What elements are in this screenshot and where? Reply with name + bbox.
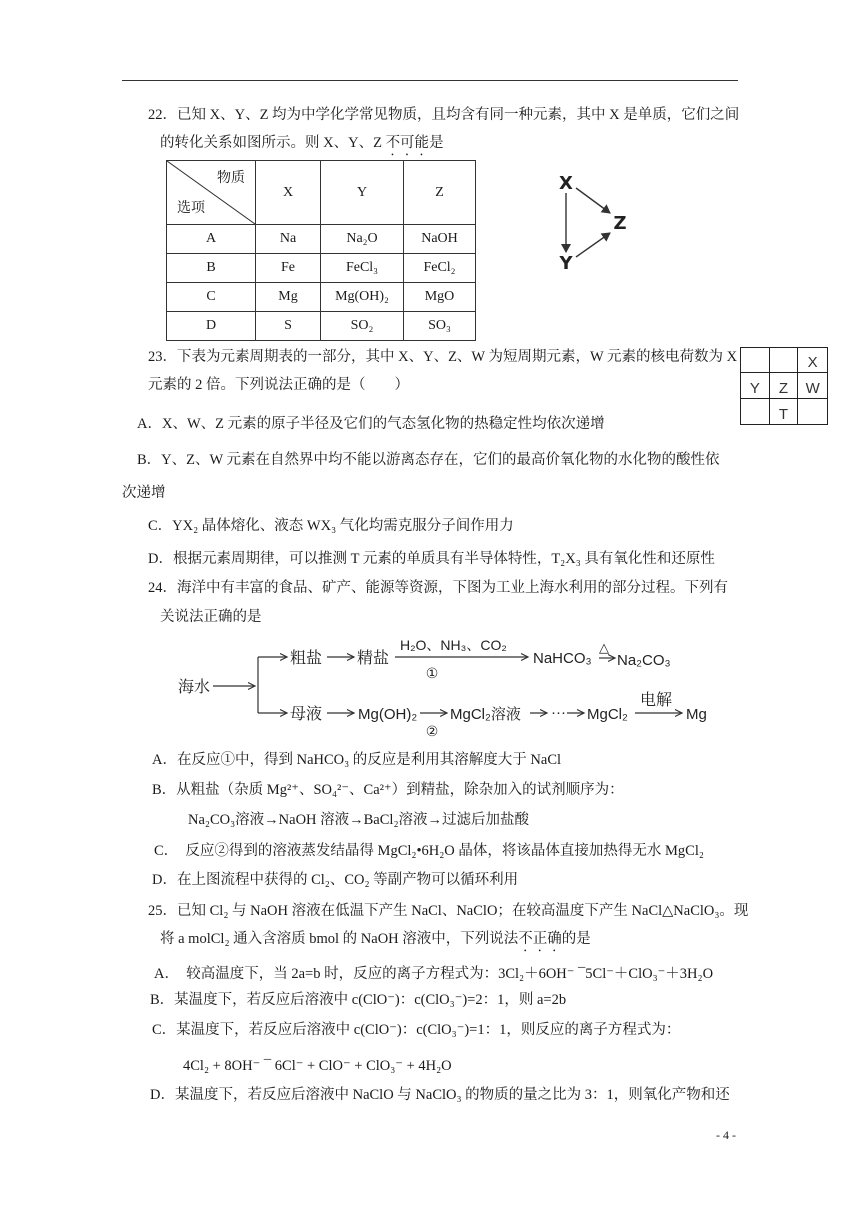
flow-ellipsis: ··· (551, 704, 566, 721)
grid-cell-empty (741, 348, 770, 373)
column-header-y: Y (321, 161, 404, 225)
grid-cell-z: Z (770, 373, 799, 398)
flow-step-1-label: ① (425, 665, 439, 681)
q25-emphasis-text: 不正确 (518, 931, 562, 947)
diagram-node-z: Z (613, 213, 627, 234)
table-corner-cell (167, 161, 256, 225)
q25-option-c-line2: 4Cl₂ + 8OH⁻ ¯ 6Cl⁻ + ClO⁻ + ClO₃⁻ + 4H₂O (183, 1058, 452, 1074)
q22-emphasis-text: 不可能 (385, 135, 430, 151)
flow-mg: Mg (686, 706, 707, 723)
y-cell: FeCl₃ (321, 254, 404, 283)
page-number: - 4 - (716, 1128, 736, 1142)
q23-stem-line1: 23．下表为元素周期表的一部分，其中 X、Y、Z、W 为短周期元素，W 元素的核电荷数为 X (148, 349, 738, 365)
table-row (167, 254, 476, 283)
corner-label-substance: 物质 (217, 171, 245, 186)
x-cell: Mg (256, 283, 321, 312)
q22-transformation-diagram (540, 165, 650, 275)
q22-options-table (166, 160, 476, 341)
grid-cell-y: Y (741, 373, 770, 398)
z-cell: SO₃ (404, 312, 476, 341)
q25-stem-line2-after: 的是 (561, 931, 591, 947)
q25-option-a: A． 较高温度下，当 2a=b 时，反应的离子方程式为：3Cl₂＋6OH⁻ ¯5Cl⁻＋ClO₃⁻＋3H₂O (154, 966, 714, 982)
option-cell: A (167, 225, 256, 254)
flow-refined-salt: 精盐 (357, 650, 390, 667)
x-cell: Na (256, 225, 321, 254)
table-row (167, 225, 476, 254)
flow-electrolysis-label: 电解 (640, 692, 673, 709)
flow-mgoh2: Mg(OH)₂ (358, 706, 418, 723)
q22-stem-line1: 22．已知 X、Y、Z 均为中学化学常见物质，且均含有同一种元素，其中 X 是单质，它们之间 (148, 107, 740, 123)
option-cell: C (167, 283, 256, 312)
q23-option-d: D．根据元素周期律，可以推测 T 元素的单质具有半导体特性，T₂X₃ 具有氧化性和还原性 (148, 551, 715, 567)
flow-nahco3: NaHCO₃ (533, 650, 592, 667)
q24-seawater-process-flowchart (160, 630, 720, 742)
q24-stem-line1: 24．海洋中有丰富的食品、矿产、能源等资源，下图为工业上海水利用的部分过程。下列有 (148, 580, 728, 596)
grid-cell-t: T (770, 399, 799, 424)
q23-option-b-line2: 次递增 (122, 485, 166, 501)
flow-mgcl2: MgCl₂ (587, 706, 628, 723)
y-cell: Mg(OH)₂ (321, 283, 404, 312)
q24-option-b-line2: Na₂CO₃溶液→NaOH 溶液→BaCl₂溶液→过滤后加盐酸 (188, 812, 529, 828)
x-cell: Fe (256, 254, 321, 283)
flow-na2co3: Na₂CO₃ (617, 652, 671, 669)
flow-reagents-1: H₂O、NH₃、CO₂ (400, 637, 507, 653)
z-cell: MgO (404, 283, 476, 312)
z-cell: FeCl₂ (404, 254, 476, 283)
q25-stem-line2-before: 将 a molCl₂ 通入含溶质 bmol 的 NaOH 溶液中，下列说法 (160, 931, 519, 947)
q25-option-d: D．某温度下，若反应后溶液中 NaClO 与 NaClO₃ 的物质的量之比为 3：1，则氧化产物和还 (150, 1087, 730, 1103)
y-cell: Na₂O (321, 225, 404, 254)
q25-stem-line2 (160, 930, 591, 955)
q23-option-b-line1: B．Y、Z、W 元素在自然界中均不能以游离态存在，它们的最高价氧化物的水化物的酸性依 (137, 452, 720, 468)
q24-option-b-line1: B．从粗盐（杂质 Mg²⁺、SO₄²⁻、Ca²⁺）到精盐，除杂加入的试剂顺序为： (152, 782, 624, 798)
q22-stem-line2-after: 是 (429, 135, 444, 151)
q25-stem-line1: 25．已知 Cl₂ 与 NaOH 溶液在低温下产生 NaCl、NaClO；在较高温度下产生 NaCl△NaClO₃。现 (148, 903, 749, 919)
flow-mgcl2-solution: MgCl₂溶液 (450, 706, 521, 723)
flow-step-2-label: ② (425, 723, 439, 739)
grid-cell-w: W (798, 373, 827, 398)
q23-option-c: C．YX₂ 晶体熔化、液态 WX₃ 气化均需克服分子间作用力 (148, 518, 514, 534)
flow-mother-liquor: 母液 (290, 706, 323, 723)
flow-heat-symbol: △ (599, 640, 609, 655)
grid-cell-empty (798, 399, 827, 424)
header-rule (122, 80, 738, 81)
q24-option-c: C． 反应②得到的溶液蒸发结晶得 MgCl₂•6H₂O 晶体，将该晶体直接加热得无水 MgCl₂ (154, 843, 704, 859)
grid-cell-x: X (798, 348, 827, 373)
q24-option-a: A．在反应①中，得到 NaHCO₃ 的反应是利用其溶解度大于 NaCl (152, 752, 562, 768)
q24-stem-line2: 关说法正确的是 (160, 609, 262, 625)
q22-stem-line2-before: 的转化关系如图所示。则 X、Y、Z (160, 135, 386, 151)
q25-option-b: B．某温度下，若反应后溶液中 c(ClO⁻)：c(ClO₃⁻)=2：1，则 a=2b (150, 992, 567, 1008)
grid-cell-empty (770, 348, 799, 373)
table-row (167, 283, 476, 312)
option-cell: B (167, 254, 256, 283)
diagram-node-y: Y (559, 253, 573, 274)
arrow-x-to-z (576, 188, 610, 213)
diagram-node-x: X (559, 173, 573, 194)
x-cell: S (256, 312, 321, 341)
q23-periodic-table-fragment (740, 347, 828, 425)
flow-seawater: 海水 (178, 679, 211, 696)
q22-stem-line2 (160, 134, 444, 159)
table-header-row (167, 161, 476, 225)
grid-cell-empty (741, 399, 770, 424)
option-cell: D (167, 312, 256, 341)
q25-option-c-line1: C．某温度下，若反应后溶液中 c(ClO⁻)：c(ClO₃⁻)=1：1，则反应的离子方程式为： (152, 1022, 681, 1038)
flow-crude-salt: 粗盐 (290, 650, 323, 667)
q24-option-d: D．在上图流程中获得的 Cl₂、CO₂ 等副产物可以循环利用 (152, 872, 519, 888)
y-cell: SO₂ (321, 312, 404, 341)
table-row (167, 312, 476, 341)
q23-stem-line2: 元素的 2 倍。下列说法正确的是（ ） (148, 377, 409, 393)
corner-label-option: 选项 (177, 201, 205, 216)
column-header-z: Z (404, 161, 476, 225)
arrow-y-to-z (576, 233, 610, 257)
q23-option-a: A．X、W、Z 元素的原子半径及它们的气态氢化物的热稳定性均依次递增 (137, 416, 605, 432)
column-header-x: X (256, 161, 321, 225)
z-cell: NaOH (404, 225, 476, 254)
